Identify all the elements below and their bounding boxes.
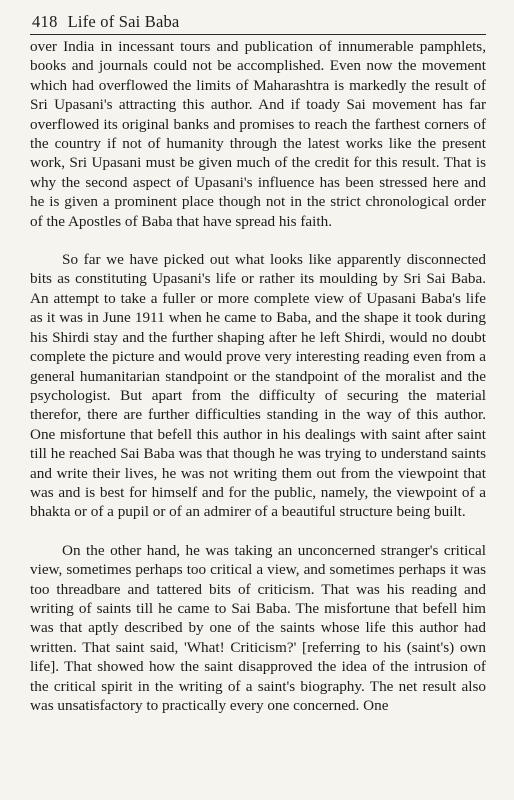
paragraph-3: On the other hand, he was taking an unconcerned stranger's critical view, sometimes perhaps too critical a view, and sometimes perhaps it was too threadbare and tattered bits of criticism. That was his reading and writing of saints till he came to Sai Baba. The misfortune that befell him was that aptly described by one of the saints whose life this author had written. That saint said, 'What! Criticism?' [referring to his (saint's) own life]. That showed how the saint disapproved the idea of the intrusion of the critical spirit in the writing of a saint's biography. The net result also was unsatisfactory to practically every one concerned. One (30, 541, 486, 714)
header-rule (30, 34, 486, 35)
page-number: 418 (32, 12, 58, 31)
body-text (30, 37, 486, 715)
running-header (30, 12, 486, 34)
paragraph-2: So far we have picked out what looks like apparently disconnected bits as constituting Upasani's life or rather its moulding by Sri Sai Baba. An attempt to take a fuller or more complete view of Upasani Baba's life as it was in June 1911 when he came to Baba, and the shape it took during his Shirdi stay and the further shaping after he left Shirdi, would no doubt complete the picture and would prove very interesting reading even from a general humanitarian standpoint or the standpoint of the moralist and the psychologist. But apart from the difficulty of securing the material therefor, there are further difficulties standing in the way of this author. One misfortune that befell this author in his dealings with saint after saint till he reached Sai Baba was that though he was trying to understand saints and write their lives, he was not writing them out from the viewpoint that was and is best for himself and for the public, namely, the viewpoint of a bhakta or of a pupil or of an admirer of a beautiful structure being built. (30, 251, 486, 521)
paragraph-1: over India in incessant tours and publication of innumerable pamphlets, books and journals could not be accomplished. Even now the movement which had overflowed the limits of Maharashtra is markedly the result of Sri Upasani's attracting this author. And if toady Sai movement has far overflowed its original banks and promises to reach the farthest corners of the country if not of humanity through the latest works like the present work, Sri Upasani must be given much of the credit for this result. That is why the second aspect of Upasani's influence has been stressed here and he is given a prominent place though not in the strict chronological order of the Apostles of Baba that have spread his faith. (30, 38, 486, 230)
running-title: Life of Sai Baba (67, 12, 180, 31)
